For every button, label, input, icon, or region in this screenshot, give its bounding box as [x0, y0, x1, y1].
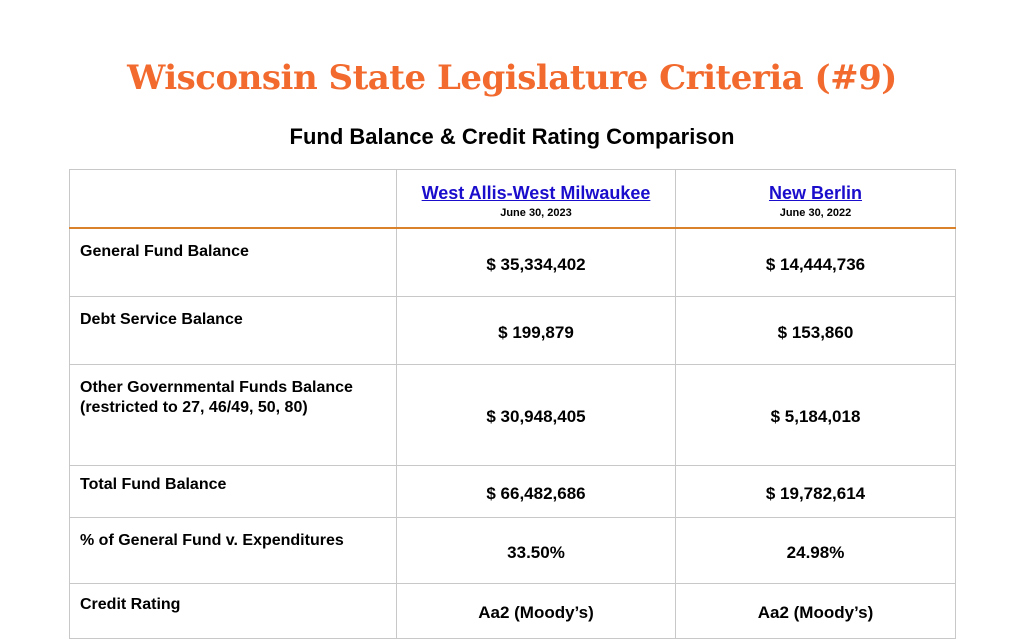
table-row: [70, 518, 956, 584]
value-cell: [676, 518, 956, 584]
value-text: $ 199,879: [498, 322, 574, 342]
value-text: $ 5,184,018: [770, 407, 861, 426]
value-cell: [676, 584, 956, 639]
table-row: [70, 297, 956, 365]
row-label-text: Other Governmental Funds Balance: [80, 379, 353, 396]
row-label: [70, 518, 397, 584]
comparison-table: [69, 169, 956, 639]
value-text: $ 35,334,402: [486, 254, 586, 274]
row-label: [70, 365, 397, 466]
value-cell: [676, 228, 956, 297]
value-cell: [676, 466, 956, 518]
table-row: [70, 228, 956, 297]
row-label: [70, 466, 397, 518]
value-cell: [397, 584, 676, 639]
value-text: $ 153,860: [777, 322, 854, 342]
value-cell: [397, 518, 676, 584]
table-header-row: [70, 170, 956, 229]
value-text: Aa2 (Moody’s): [757, 603, 874, 622]
row-label: [70, 297, 397, 365]
table-row: [70, 365, 956, 466]
header-cell-new-berlin: [676, 170, 956, 229]
column-date-west-allis: June 30, 2023: [500, 207, 572, 219]
value-text: $ 19,782,614: [765, 483, 866, 503]
table-row: [70, 466, 956, 518]
row-label: [70, 584, 397, 639]
column-link-new-berlin[interactable]: New Berlin: [768, 183, 863, 203]
value-text: 33.50%: [507, 542, 565, 562]
value-text: 24.98%: [786, 542, 845, 562]
value-cell: [397, 297, 676, 365]
column-link-west-allis[interactable]: West Allis-West Milwaukee: [421, 183, 651, 203]
value-cell: [397, 365, 676, 466]
table-row: [70, 584, 956, 639]
value-cell: [397, 466, 676, 518]
value-cell: [676, 365, 956, 466]
row-label-subtext: (restricted to 27, 46/49, 50, 80): [80, 399, 308, 416]
header-cell-west-allis: [397, 170, 676, 229]
row-label-text: Debt Service Balance: [80, 311, 243, 328]
row-label-text: Total Fund Balance: [80, 476, 227, 493]
value-text: Aa2 (Moody’s): [478, 603, 594, 622]
page-subtitle: Fund Balance & Credit Rating Comparison: [289, 124, 735, 149]
row-label-text: Credit Rating: [80, 596, 181, 613]
value-text: $ 66,482,686: [486, 483, 586, 503]
row-label-text: % of General Fund v. Expenditures: [80, 532, 344, 549]
column-date-new-berlin: June 30, 2022: [779, 207, 852, 219]
page-title: Wisconsin State Legislature Criteria (#9): [127, 58, 897, 98]
value-text: $ 14,444,736: [765, 254, 866, 274]
value-cell: [676, 297, 956, 365]
value-text: $ 30,948,405: [486, 407, 586, 426]
row-label-text: General Fund Balance: [80, 243, 249, 260]
value-cell: [397, 228, 676, 297]
row-label: [70, 228, 397, 297]
header-empty-cell: [70, 170, 397, 229]
